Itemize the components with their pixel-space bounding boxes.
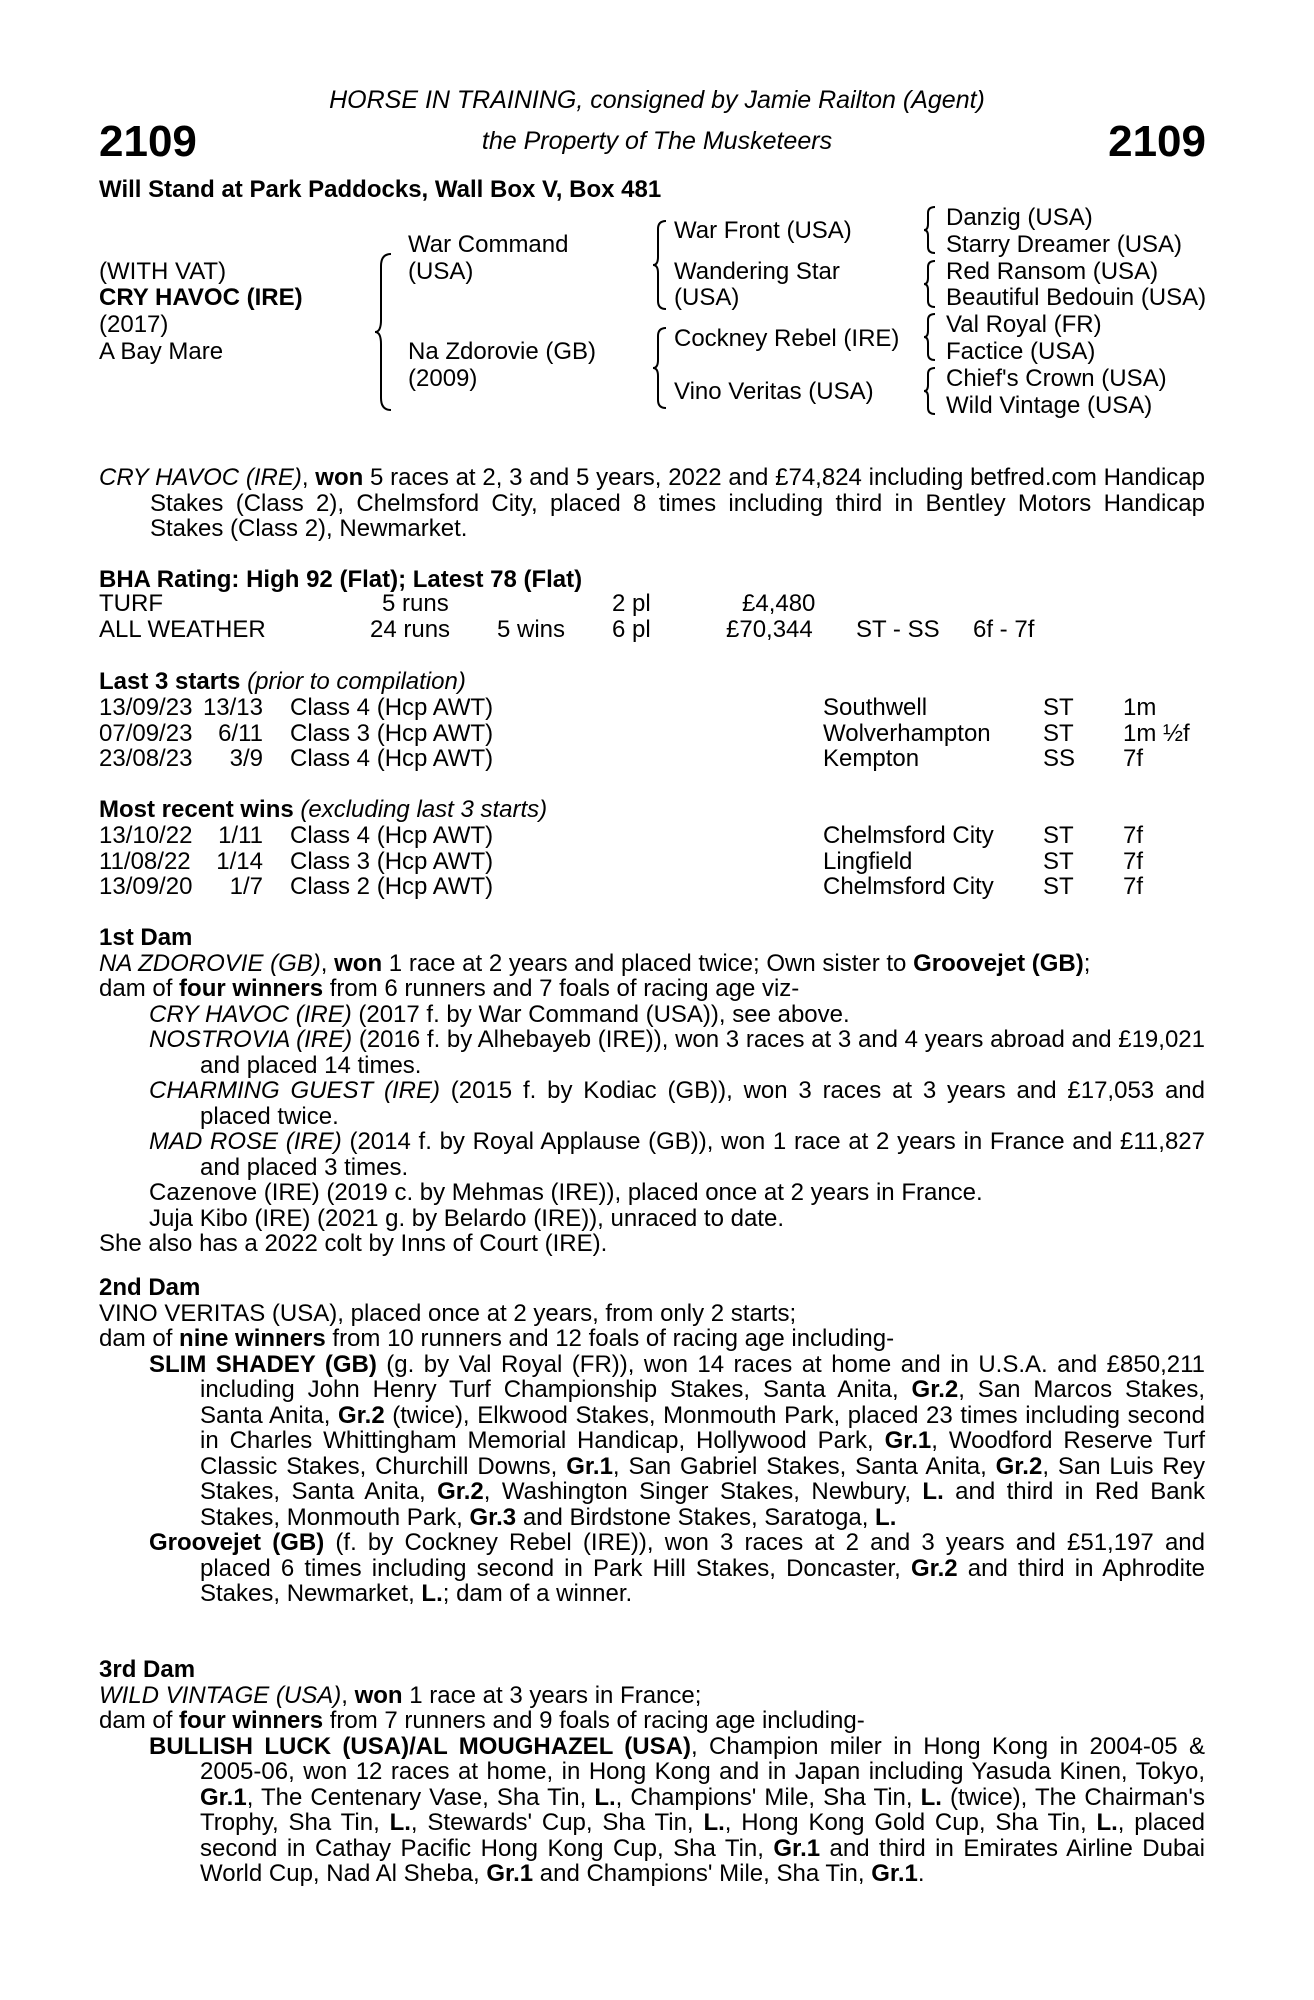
- dam-year: (2009): [408, 365, 478, 392]
- race-distance: 7f: [1123, 745, 1144, 772]
- bha-rating: BHA Rating: High 92 (Flat); Latest 78 (Flat): [99, 566, 583, 593]
- third-dam-name: WILD VINTAGE (USA): [99, 1681, 342, 1709]
- turf-money: £4,480: [742, 590, 816, 617]
- progeny-name: CRY HAVOC (IRE): [149, 1000, 352, 1028]
- progeny-item: Juja Kibo (IRE) (2021 g. by Belardo (IRE)), unraced to date.: [149, 1204, 784, 1232]
- bullish-luck-name: BULLISH LUCK (USA)/AL MOUGHAZEL (USA): [149, 1732, 691, 1760]
- sire-sire: War Front (USA): [674, 217, 852, 244]
- stand-location: Will Stand at Park Paddocks, Wall Box V, Box 481: [99, 176, 662, 203]
- race-date: 23/08/23: [99, 745, 193, 772]
- progeny-text: (2017 f. by War Command (USA)), see above.: [351, 1000, 850, 1028]
- race-class: Class 3 (Hcp AWT): [290, 847, 494, 875]
- race-date: 07/09/23: [99, 719, 193, 747]
- turf-runs: 5 runs: [382, 590, 449, 617]
- recent-title: Most recent wins: [99, 796, 294, 823]
- first-dam-section: 1st Dam NA ZDOROVIE (GB), won 1 race at 2 years and placed twice; Own sister to Groovejet (GB); dam of four winners from 6 runners and 7 foals of racing age viz- CRY HAVOC (IRE) (2017 f. by War Command (USA)), see above. NOSTROVIA (IRE) (2016 f. by Alhebayeb (IRE)), won 3 races at 3 and 4 years abroad and £19,021 and placed 14 times. CHARMING GUEST (IRE) (2015 f. by Kodiac (GB)), won 3 races at 3 years and £17,053 and placed twice. MAD ROSE (IRE) (2014 f. by Royal Applause (GB)), won 1 race at 2 years in France and £11,827 and placed 3 times. Cazenove (IRE) (2019 c. by Mehmas (IRE)), placed once at 2 years in France. Juja Kibo (IRE) (2021 g. by Belardo (IRE)), unraced to date. She also has a 2022 colt by Inns of Court (IRE).: [99, 924, 1205, 1257]
- race-position: 1/11: [218, 822, 263, 849]
- race-class: Class 3 (Hcp AWT): [290, 719, 494, 747]
- third-dam-winners: four winners: [179, 1707, 324, 1734]
- second-dam-section: [99, 1275, 1205, 1607]
- first-dam-winners: four winners: [179, 975, 324, 1002]
- race-going: ST: [1043, 873, 1074, 900]
- turf-placed: 2 pl: [612, 590, 651, 617]
- horse-vat: (WITH VAT): [99, 258, 227, 285]
- brace-sire-side: [651, 219, 669, 311]
- first-dam-name: NA ZDOROVIE (GB): [99, 949, 321, 977]
- third-dam-damof: dam of: [99, 1707, 180, 1734]
- slim-shadey-name: SLIM SHADEY (GB): [149, 1350, 377, 1378]
- brace-3b: [922, 259, 938, 309]
- first-dam-sister: Groovejet (GB): [913, 949, 1084, 977]
- brace-3a: [922, 205, 938, 255]
- sire-country: (USA): [408, 258, 474, 285]
- race-distance: 1m: [1123, 694, 1157, 721]
- race-date: 13/09/23: [99, 694, 193, 721]
- aw-going: ST - SS: [856, 616, 940, 643]
- race-going: ST: [1043, 719, 1074, 747]
- first-dam-damof: dam of: [99, 975, 180, 1002]
- consignment-line: HORSE IN TRAINING, consigned by Jamie Railton (Agent): [329, 86, 985, 114]
- first-dam-text: 1 race at 2 years and placed twice; Own sister to: [382, 949, 914, 977]
- race-class: Class 4 (Hcp AWT): [290, 822, 494, 849]
- recent-note: (excluding last 3 starts): [293, 796, 548, 823]
- ped-dds: Chief's Crown (USA): [946, 365, 1167, 392]
- progeny-name: CHARMING GUEST (IRE): [149, 1077, 440, 1104]
- turf-label: TURF: [99, 590, 163, 617]
- first-dam-won: won: [334, 949, 383, 977]
- third-dam-heading: 3rd Dam: [99, 1656, 196, 1683]
- progeny-text: (2015 f. by Kodiac (GB)), won 3 races at 3 years and £17,053 and placed twice.: [200, 1077, 1205, 1130]
- race-distance: 7f: [1123, 822, 1144, 849]
- ped-sds: Red Ransom (USA): [946, 258, 1159, 285]
- race-going: ST: [1043, 847, 1074, 875]
- race-date: 13/09/20: [99, 873, 193, 900]
- groovejet-entry: Groovejet (GB) (f. by Cockney Rebel (IRE)), won 3 races at 2 and 3 years and £51,197 and placed 6 times including second in Park Hill Stakes, Doncaster, Gr.2 and third in Aphrodite Stakes, Newmarket, L.; dam of a winner.: [149, 1529, 1205, 1607]
- progeny-item: [99, 1129, 1205, 1180]
- third-dam-runners: from 7 runners and 9 foals of racing age including-: [323, 1707, 865, 1734]
- race-going: SS: [1043, 745, 1076, 772]
- horse-name: CRY HAVOC (IRE): [99, 284, 303, 311]
- third-dam-section: 3rd Dam WILD VINTAGE (USA), won 1 race at 3 years in France; dam of four winners from 7 runners and 9 foals of racing age including- BULLISH LUCK (USA)/AL MOUGHAZEL (USA), Champion miler in Hong Kong in 2004-05 & 2005-06, won 12 races at home, in Hong Kong and in Japan including Yasuda Kinen, Tokyo, Gr.1, The Centenary Vase, Sha Tin, L., Champions' Mile, Sha Tin, L. (twice), The Chairman's Trophy, Sha Tin, L., Stewards' Cup, Sha Tin, L., Hong Kong Gold Cup, Sha Tin, L., placed second in Cathay Pacific Hong Kong Cup, Sha Tin, Gr.1 and third in Emirates Airline Dubai World Cup, Nad Al Sheba, Gr.1 and Champions' Mile, Sha Tin, Gr.1.: [99, 1656, 1206, 1887]
- brace-dam-side: [651, 326, 669, 410]
- dam-dam: Vino Veritas (USA): [674, 378, 874, 405]
- progeny-name: MAD ROSE (IRE): [149, 1128, 342, 1155]
- progeny-item: [99, 1027, 1205, 1078]
- race-distance: 1m ½f: [1123, 719, 1190, 747]
- brace-3d: [922, 366, 938, 416]
- aw-money: £70,344: [726, 616, 813, 643]
- race-position: 3/9: [229, 745, 263, 772]
- race-course: Chelmsford City: [823, 873, 994, 900]
- brace-gen1: [373, 252, 395, 412]
- third-dam-won: won: [354, 1681, 403, 1709]
- race-position: 1/7: [229, 873, 263, 900]
- race-class: Class 4 (Hcp AWT): [290, 694, 494, 721]
- race-position: 6/11: [218, 719, 263, 747]
- ped-sdd: Beautiful Bedouin (USA): [946, 284, 1207, 311]
- first-dam-heading: 1st Dam: [99, 924, 193, 951]
- second-dam-line: VINO VERITAS (USA), placed once at 2 years, from only 2 starts;: [99, 1299, 797, 1327]
- race-position: 13/13: [202, 694, 263, 721]
- ped-dsd: Factice (USA): [946, 338, 1096, 365]
- summary-won: won: [315, 464, 364, 491]
- brace-3c: [922, 312, 938, 362]
- sire-dam-country: (USA): [674, 284, 740, 311]
- progeny-item: Cazenove (IRE) (2019 c. by Mehmas (IRE)), placed once at 2 years in France.: [149, 1179, 983, 1206]
- race-course: Chelmsford City: [823, 822, 994, 849]
- race-course: Kempton: [823, 745, 920, 772]
- race-summary: CRY HAVOC (IRE), won 5 races at 2, 3 and 5 years, 2022 and £74,824 including betfred.com Handicap Stakes (Class 2), Chelmsford City, placed 8 times including third in Bentley Motors Handicap Stakes (Class 2), Newmarket.: [99, 464, 1206, 542]
- progeny-note: She also has a 2022 colt by Inns of Court (IRE).: [99, 1230, 608, 1257]
- horse-description: A Bay Mare: [99, 338, 224, 365]
- aw-runs: 24 runs: [370, 616, 451, 643]
- recent-heading: [99, 797, 547, 823]
- progeny-name: NOSTROVIA (IRE): [149, 1026, 353, 1053]
- third-dam-text: 1 race at 3 years in France;: [402, 1681, 702, 1709]
- bullish-luck-entry: BULLISH LUCK (USA)/AL MOUGHAZEL (USA), Champion miler in Hong Kong in 2004-05 & 2005-06, won 12 races at home, in Hong Kong and in Japan including Yasuda Kinen, Tokyo, Gr.1, The Centenary Vase, Sha Tin, L., Champions' Mile, Sha Tin, L. (twice), The Chairman's Trophy, Sha Tin, L., Stewards' Cup, Sha Tin, L., Hong Kong Gold Cup, Sha Tin, L., placed second in Cathay Pacific Hong Kong Cup, Sha Tin, Gr.1 and third in Emirates Airline Dubai World Cup, Nad Al Sheba, Gr.1 and Champions' Mile, Sha Tin, Gr.1.: [149, 1732, 1206, 1887]
- second-dam-heading: 2nd Dam: [99, 1274, 201, 1301]
- progeny-item: [99, 1078, 1205, 1129]
- race-course: Wolverhampton: [823, 719, 991, 747]
- ped-ddd: Wild Vintage (USA): [946, 392, 1153, 419]
- property-line: the Property of The Musketeers: [481, 127, 833, 155]
- groovejet-name: Groovejet (GB): [149, 1529, 325, 1556]
- race-date: 11/08/22: [99, 847, 191, 875]
- ped-sss: Danzig (USA): [946, 204, 1093, 231]
- second-dam-damof: dam of: [99, 1325, 180, 1352]
- dam: Na Zdorovie (GB): [408, 338, 597, 365]
- race-class: Class 4 (Hcp AWT): [290, 745, 494, 772]
- horse-year: (2017): [99, 311, 169, 338]
- race-position: 1/14: [216, 847, 263, 875]
- first-dam-runners: from 6 runners and 7 foals of racing age viz-: [323, 975, 800, 1002]
- aw-placed: 6 pl: [612, 616, 651, 643]
- last3-heading: [99, 669, 466, 695]
- ped-dss: Val Royal (FR): [946, 311, 1102, 338]
- race-date: 13/10/22: [99, 822, 193, 849]
- lot-number-left: 2109: [99, 117, 197, 166]
- race-distance: 7f: [1123, 847, 1144, 875]
- summary-horse-name: CRY HAVOC (IRE): [99, 464, 302, 491]
- last3-title: Last 3 starts: [99, 668, 241, 695]
- race-course: Southwell: [823, 694, 928, 721]
- race-going: ST: [1043, 822, 1074, 849]
- sire-dam: Wandering Star: [674, 258, 840, 285]
- ped-ssd: Starry Dreamer (USA): [946, 231, 1183, 258]
- race-distance: 7f: [1123, 873, 1144, 900]
- aw-dist: 6f - 7f: [973, 616, 1035, 643]
- aw-label: ALL WEATHER: [99, 616, 266, 643]
- dam-sire: Cockney Rebel (IRE): [674, 325, 900, 352]
- aw-wins: 5 wins: [497, 616, 566, 643]
- slim-shadey-entry: SLIM SHADEY (GB) (g. by Val Royal (FR)), won 14 races at home and in U.S.A. and £850,211 including John Henry Turf Championship Stakes, Santa Anita, Gr.2, San Marcos Stakes, Santa Anita, Gr.2 (twice), Elkwood Stakes, Monmouth Park, placed 23 times including second in Charles Whittingham Memorial Handicap, Hollywood Park, Gr.1, Woodford Reserve Turf Classic Stakes, Churchill Downs, Gr.1, San Gabriel Stakes, Santa Anita, Gr.2, San Luis Rey Stakes, Santa Anita, Gr.2, Washington Singer Stakes, Newbury, L. and third in Red Bank Stakes, Monmouth Park, Gr.3 and Birdstone Stakes, Saratoga, L.: [149, 1350, 1206, 1531]
- summary-text: 5 races at 2, 3 and 5 years, 2022 and £74,824 including betfred.com Handicap Stakes (Class 2), Chelmsford City, placed 8 times including third in Bentley Motors Handicap Stakes (Class 2), Newmarket.: [150, 464, 1206, 542]
- lot-number-right: 2109: [1108, 117, 1206, 166]
- sire: War Command: [408, 231, 569, 258]
- second-dam-winners: nine winners: [179, 1325, 326, 1352]
- progeny-item: [99, 1002, 1205, 1028]
- race-course: Lingfield: [823, 847, 913, 875]
- second-dam-runners: from 10 runners and 12 foals of racing age including-: [325, 1325, 895, 1352]
- race-going: ST: [1043, 694, 1074, 721]
- first-dam-semicolon: ;: [1083, 949, 1091, 977]
- last3-note: (prior to compilation): [240, 668, 466, 695]
- progeny-text: (2016 f. by Alhebayeb (IRE)), won 3 races at 3 and 4 years abroad and £19,021 and placed 14 times.: [200, 1026, 1205, 1079]
- progeny-text: (2014 f. by Royal Applause (GB)), won 1 race at 2 years in France and £11,827 and placed 3 times.: [200, 1128, 1205, 1181]
- race-class: Class 2 (Hcp AWT): [290, 873, 494, 900]
